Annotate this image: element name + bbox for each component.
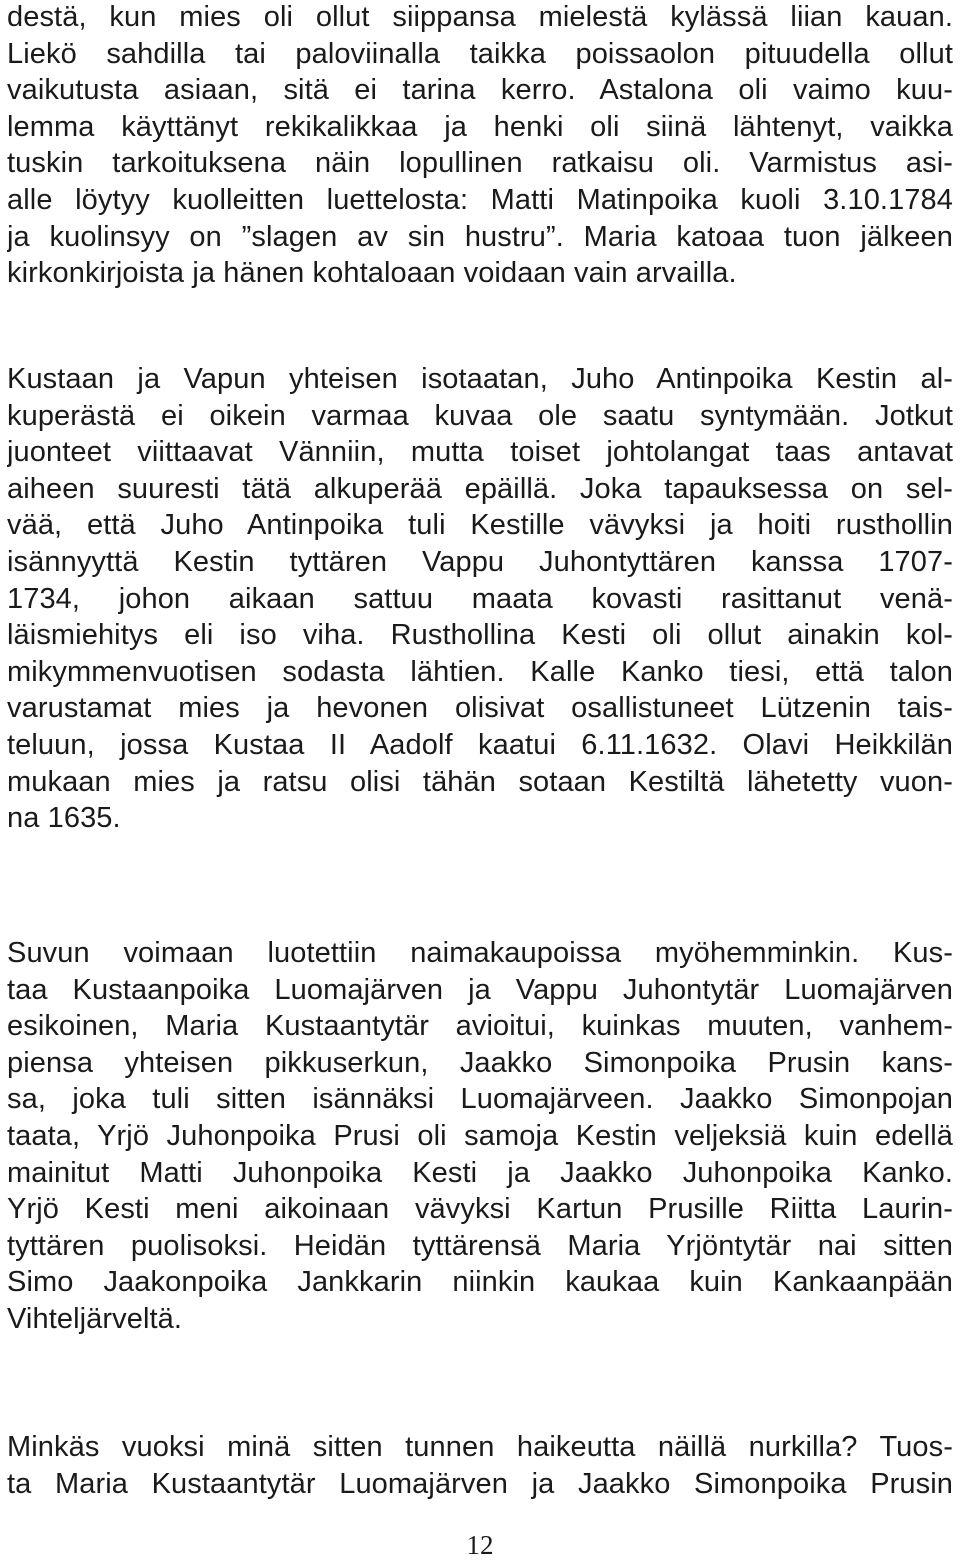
text-line: destä, kun mies oli ollut siippansa mielestä kylässä liian kauan. — [7, 1, 953, 33]
text-line: ta Maria Kustaantytär Luomajärven ja Jaakko Simonpoika Prusin — [7, 1467, 953, 1500]
text-line: 1734, johon aikaan sattuu maata kovasti rasittanut venä- — [7, 582, 953, 615]
text-line: kirkonkirjoista ja hänen kohtaloaan voidaan vain arvailla. — [7, 257, 737, 290]
text-line: piensa yhteisen pikkuserkun, Jaakko Simonpoika Prusin kans- — [7, 1046, 953, 1079]
text-line: isännyyttä Kestin tyttären Vappu Juhontyttären kanssa 1707- — [7, 546, 953, 578]
text-line: kuperästä ei oikein varmaa kuvaa ole saatu syntymään. Jotkut — [7, 399, 953, 432]
text-line: juonteet viittaavat Vänniin, mutta toiset johtolangat taas antavat — [7, 436, 953, 469]
text-line: Yrjö Kesti meni aikoinaan vävyksi Kartun Prusille Riitta Laurin- — [7, 1193, 953, 1226]
text-line: taata, Yrjö Juhonpoika Prusi oli samoja Kestin veljeksiä kuin edellä — [7, 1120, 953, 1152]
text-line: varustamat mies ja hevonen olisivat osallistuneet Lützenin tais- — [7, 692, 953, 725]
text-line: Liekö sahdilla tai paloviinalla taikka poissaolon pituudella ollut — [7, 37, 953, 70]
text-line: Vihteljärveltä. — [7, 1303, 183, 1335]
text-line: tyttären puolisoksi. Heidän tyttärensä Maria Yrjöntytär nai sitten — [7, 1229, 953, 1262]
text-line: Suvun voimaan luotettiin naimakaupoissa myöhemminkin. Kus- — [7, 937, 953, 969]
text-line: taa Kustaanpoika Luomajärven ja Vappu Juhontytär Luomajärven — [7, 973, 953, 1006]
text-line: esikoinen, Maria Kustaantytär avioitui, kuinkas muuten, vanhem- — [7, 1010, 953, 1043]
text-line: aiheen suuresti tätä alkuperää epäillä. Joka tapauksessa on sel- — [7, 472, 953, 505]
text-line: mukaan mies ja ratsu olisi tähän sotaan Kestiltä lähetetty vuon- — [7, 765, 953, 798]
text-line: Minkäs vuoksi minä sitten tunnen haikeutta näillä nurkilla? Tuos- — [7, 1431, 953, 1463]
page-number: 12 — [466, 1530, 494, 1560]
text-line: teluun, jossa Kustaa II Aadolf kaatui 6.11.1632. Olavi Heikkilän — [7, 729, 953, 761]
text-line: alle löytyy kuolleitten luettelosta: Matti Matinpoika kuoli 3.10.1784 — [7, 184, 953, 216]
text-line: Simo Jaakonpoika Jankkarin niinkin kaukaa kuin Kankaanpään — [7, 1266, 953, 1299]
text-line: vaikutusta asiaan, sitä ei tarina kerro. Astalona oli vaimo kuu- — [7, 74, 953, 107]
text-line: lemma käyttänyt rekikalikkaa ja henki oli siinä lähtenyt, vaikka — [7, 110, 953, 143]
text-line: ja kuolinsyy on ”slagen av sin hustru”. Maria katoaa tuon jälkeen — [7, 220, 953, 253]
text-line: tuskin tarkoituksena näin lopullinen ratkaisu oli. Varmistus asi- — [7, 147, 953, 180]
text-line: mikymmenvuotisen sodasta lähtien. Kalle Kanko tiesi, että talon — [7, 655, 953, 688]
text-line: mainitut Matti Juhonpoika Kesti ja Jaakko Juhonpoika Kanko. — [7, 1156, 953, 1189]
text-line: na 1635. — [7, 802, 121, 835]
text-line: sa, joka tuli sitten isännäksi Luomajärveen. Jaakko Simonpojan — [7, 1083, 953, 1116]
text-line: läismiehitys eli iso viha. Rusthollina Kesti oli ollut ainakin kol- — [7, 619, 953, 652]
text-line: vää, että Juho Antinpoika tuli Kestille vävyksi ja hoiti rusthollin — [7, 509, 953, 542]
text-line: Kustaan ja Vapun yhteisen isotaatan, Juho Antinpoika Kestin al- — [7, 363, 953, 395]
